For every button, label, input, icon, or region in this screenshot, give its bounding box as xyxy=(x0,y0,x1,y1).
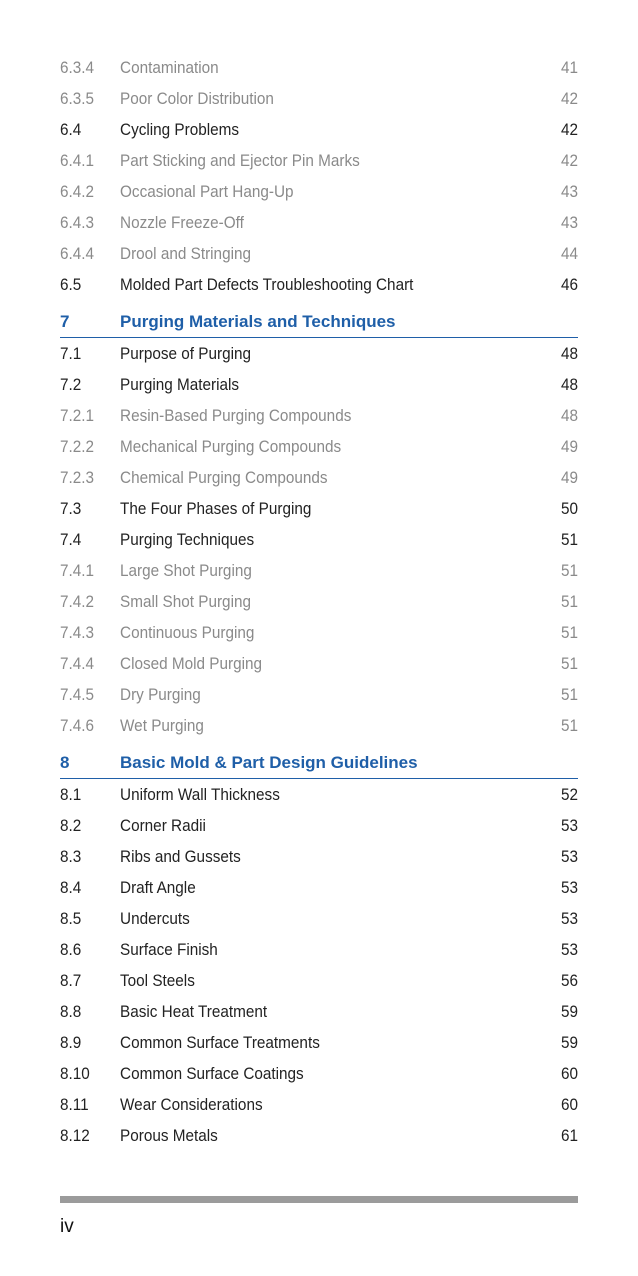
footer-divider xyxy=(60,1196,578,1203)
entry-page-number: 53 xyxy=(561,908,579,928)
section-number: 7 xyxy=(60,312,70,331)
toc-entry xyxy=(60,269,578,300)
entry-title: Occasional Part Hang-Up xyxy=(120,181,294,201)
entry-number: 8.1 xyxy=(60,784,82,804)
toc-entry xyxy=(60,338,578,369)
entry-page-number: 61 xyxy=(561,1125,579,1145)
toc-entry xyxy=(60,52,578,83)
entry-page-number: 51 xyxy=(561,715,579,735)
toc-entry xyxy=(60,114,578,145)
toc-entry xyxy=(60,903,578,934)
entry-title: Undercuts xyxy=(120,908,190,928)
toc-entry xyxy=(60,176,578,207)
toc-entry xyxy=(60,1120,578,1151)
entry-page-number: 53 xyxy=(561,846,579,866)
entry-page-number: 56 xyxy=(561,970,579,990)
table-of-contents xyxy=(60,52,578,1151)
entry-page-number: 48 xyxy=(561,343,579,363)
entry-number: 8.9 xyxy=(60,1032,82,1052)
entry-title: Porous Metals xyxy=(120,1125,218,1145)
entry-title: Purging Materials xyxy=(120,374,240,394)
entry-title: Cycling Problems xyxy=(120,119,240,139)
entry-page-number: 50 xyxy=(561,498,579,518)
toc-entry xyxy=(60,841,578,872)
toc-entry xyxy=(60,462,578,493)
entry-number: 7.4.6 xyxy=(60,715,95,735)
entry-title: Continuous Purging xyxy=(120,622,255,642)
entry-number: 6.4.2 xyxy=(60,181,95,201)
entry-title: Ribs and Gussets xyxy=(120,846,241,866)
entry-title: Common Surface Treatments xyxy=(120,1032,320,1052)
entry-number: 7.4.4 xyxy=(60,653,95,673)
entry-number: 6.3.5 xyxy=(60,88,95,108)
entry-number: 6.4.3 xyxy=(60,212,95,232)
entry-number: 8.7 xyxy=(60,970,82,990)
entry-number: 6.4 xyxy=(60,119,82,139)
toc-entry xyxy=(60,493,578,524)
entry-page-number: 42 xyxy=(561,119,579,139)
toc-entry xyxy=(60,400,578,431)
entry-page-number: 43 xyxy=(561,181,579,201)
entry-title: Mechanical Purging Compounds xyxy=(120,436,342,456)
section-title: Basic Mold & Part Design Guidelines xyxy=(120,753,418,772)
entry-title: Draft Angle xyxy=(120,877,196,897)
entry-page-number: 59 xyxy=(561,1001,579,1021)
entry-number: 8.5 xyxy=(60,908,82,928)
entry-number: 8.4 xyxy=(60,877,82,897)
entry-number: 7.1 xyxy=(60,343,82,363)
entry-title: Chemical Purging Compounds xyxy=(120,467,328,487)
toc-entry xyxy=(60,586,578,617)
entry-page-number: 59 xyxy=(561,1032,579,1052)
entry-page-number: 51 xyxy=(561,622,579,642)
entry-title: Wet Purging xyxy=(120,715,204,735)
entry-number: 6.4.1 xyxy=(60,150,95,170)
toc-entry xyxy=(60,524,578,555)
entry-title: Nozzle Freeze-Off xyxy=(120,212,244,232)
entry-title: Dry Purging xyxy=(120,684,201,704)
entry-page-number: 48 xyxy=(561,374,579,394)
entry-title: Surface Finish xyxy=(120,939,218,959)
toc-entry xyxy=(60,1058,578,1089)
entry-page-number: 53 xyxy=(561,939,579,959)
entry-title: Tool Steels xyxy=(120,970,195,990)
entry-number: 7.4.3 xyxy=(60,622,95,642)
section-title: Purging Materials and Techniques xyxy=(120,312,396,331)
entry-title: Large Shot Purging xyxy=(120,560,252,580)
entry-page-number: 51 xyxy=(561,653,579,673)
entry-title: Corner Radii xyxy=(120,815,206,835)
toc-entry xyxy=(60,207,578,238)
entry-title: Part Sticking and Ejector Pin Marks xyxy=(120,150,360,170)
entry-title: Drool and Stringing xyxy=(120,243,251,263)
entry-title: Purging Techniques xyxy=(120,529,255,549)
toc-entry xyxy=(60,145,578,176)
entry-title: Molded Part Defects Troubleshooting Chart xyxy=(120,274,414,294)
toc-entry xyxy=(60,238,578,269)
entry-number: 6.4.4 xyxy=(60,243,95,263)
entry-page-number: 51 xyxy=(561,529,579,549)
toc-entry xyxy=(60,369,578,400)
entry-number: 7.3 xyxy=(60,498,82,518)
entry-title: Wear Considerations xyxy=(120,1094,263,1114)
entry-page-number: 42 xyxy=(561,150,579,170)
toc-entry xyxy=(60,555,578,586)
entry-number: 7.4.2 xyxy=(60,591,95,611)
toc-entry xyxy=(60,617,578,648)
entry-title: The Four Phases of Purging xyxy=(120,498,312,518)
entry-number: 7.4.5 xyxy=(60,684,95,704)
entry-number: 7.2.1 xyxy=(60,405,95,425)
entry-page-number: 53 xyxy=(561,815,579,835)
entry-number: 8.10 xyxy=(60,1063,90,1083)
entry-title: Purpose of Purging xyxy=(120,343,252,363)
entry-page-number: 49 xyxy=(561,436,579,456)
entry-title: Contamination xyxy=(120,57,219,77)
toc-section-heading xyxy=(60,304,578,338)
entry-title: Resin-Based Purging Compounds xyxy=(120,405,352,425)
entry-title: Uniform Wall Thickness xyxy=(120,784,280,804)
toc-entry xyxy=(60,679,578,710)
toc-entry xyxy=(60,934,578,965)
entry-page-number: 44 xyxy=(561,243,579,263)
toc-entry xyxy=(60,779,578,810)
entry-page-number: 41 xyxy=(561,57,579,77)
toc-section-heading xyxy=(60,745,578,779)
toc-entry xyxy=(60,1089,578,1120)
entry-page-number: 52 xyxy=(561,784,579,804)
entry-page-number: 46 xyxy=(561,274,579,294)
entry-title: Poor Color Distribution xyxy=(120,88,274,108)
page-number: iv xyxy=(60,1216,74,1237)
toc-entry xyxy=(60,431,578,462)
entry-number: 8.2 xyxy=(60,815,82,835)
entry-page-number: 49 xyxy=(561,467,579,487)
entry-title: Small Shot Purging xyxy=(120,591,251,611)
entry-page-number: 48 xyxy=(561,405,579,425)
section-number: 8 xyxy=(60,753,70,772)
toc-entry xyxy=(60,1027,578,1058)
toc-entry xyxy=(60,965,578,996)
entry-number: 8.3 xyxy=(60,846,82,866)
entry-number: 8.12 xyxy=(60,1125,90,1145)
entry-number: 6.3.4 xyxy=(60,57,95,77)
entry-number: 7.2 xyxy=(60,374,82,394)
entry-number: 6.5 xyxy=(60,274,82,294)
entry-page-number: 60 xyxy=(561,1063,579,1083)
entry-page-number: 60 xyxy=(561,1094,579,1114)
toc-entry xyxy=(60,648,578,679)
entry-page-number: 51 xyxy=(561,560,579,580)
entry-number: 8.8 xyxy=(60,1001,82,1021)
entry-page-number: 53 xyxy=(561,877,579,897)
entry-number: 7.4.1 xyxy=(60,560,95,580)
entry-title: Common Surface Coatings xyxy=(120,1063,304,1083)
entry-title: Basic Heat Treatment xyxy=(120,1001,268,1021)
entry-number: 8.6 xyxy=(60,939,82,959)
entry-number: 7.2.2 xyxy=(60,436,95,456)
entry-page-number: 51 xyxy=(561,684,579,704)
toc-entry xyxy=(60,810,578,841)
entry-number: 7.2.3 xyxy=(60,467,95,487)
toc-entry xyxy=(60,83,578,114)
entry-page-number: 42 xyxy=(561,88,579,108)
entry-page-number: 43 xyxy=(561,212,579,232)
entry-page-number: 51 xyxy=(561,591,579,611)
toc-entry xyxy=(60,996,578,1027)
toc-entry xyxy=(60,710,578,741)
toc-entry xyxy=(60,872,578,903)
entry-number: 7.4 xyxy=(60,529,82,549)
entry-title: Closed Mold Purging xyxy=(120,653,263,673)
entry-number: 8.11 xyxy=(60,1094,89,1114)
